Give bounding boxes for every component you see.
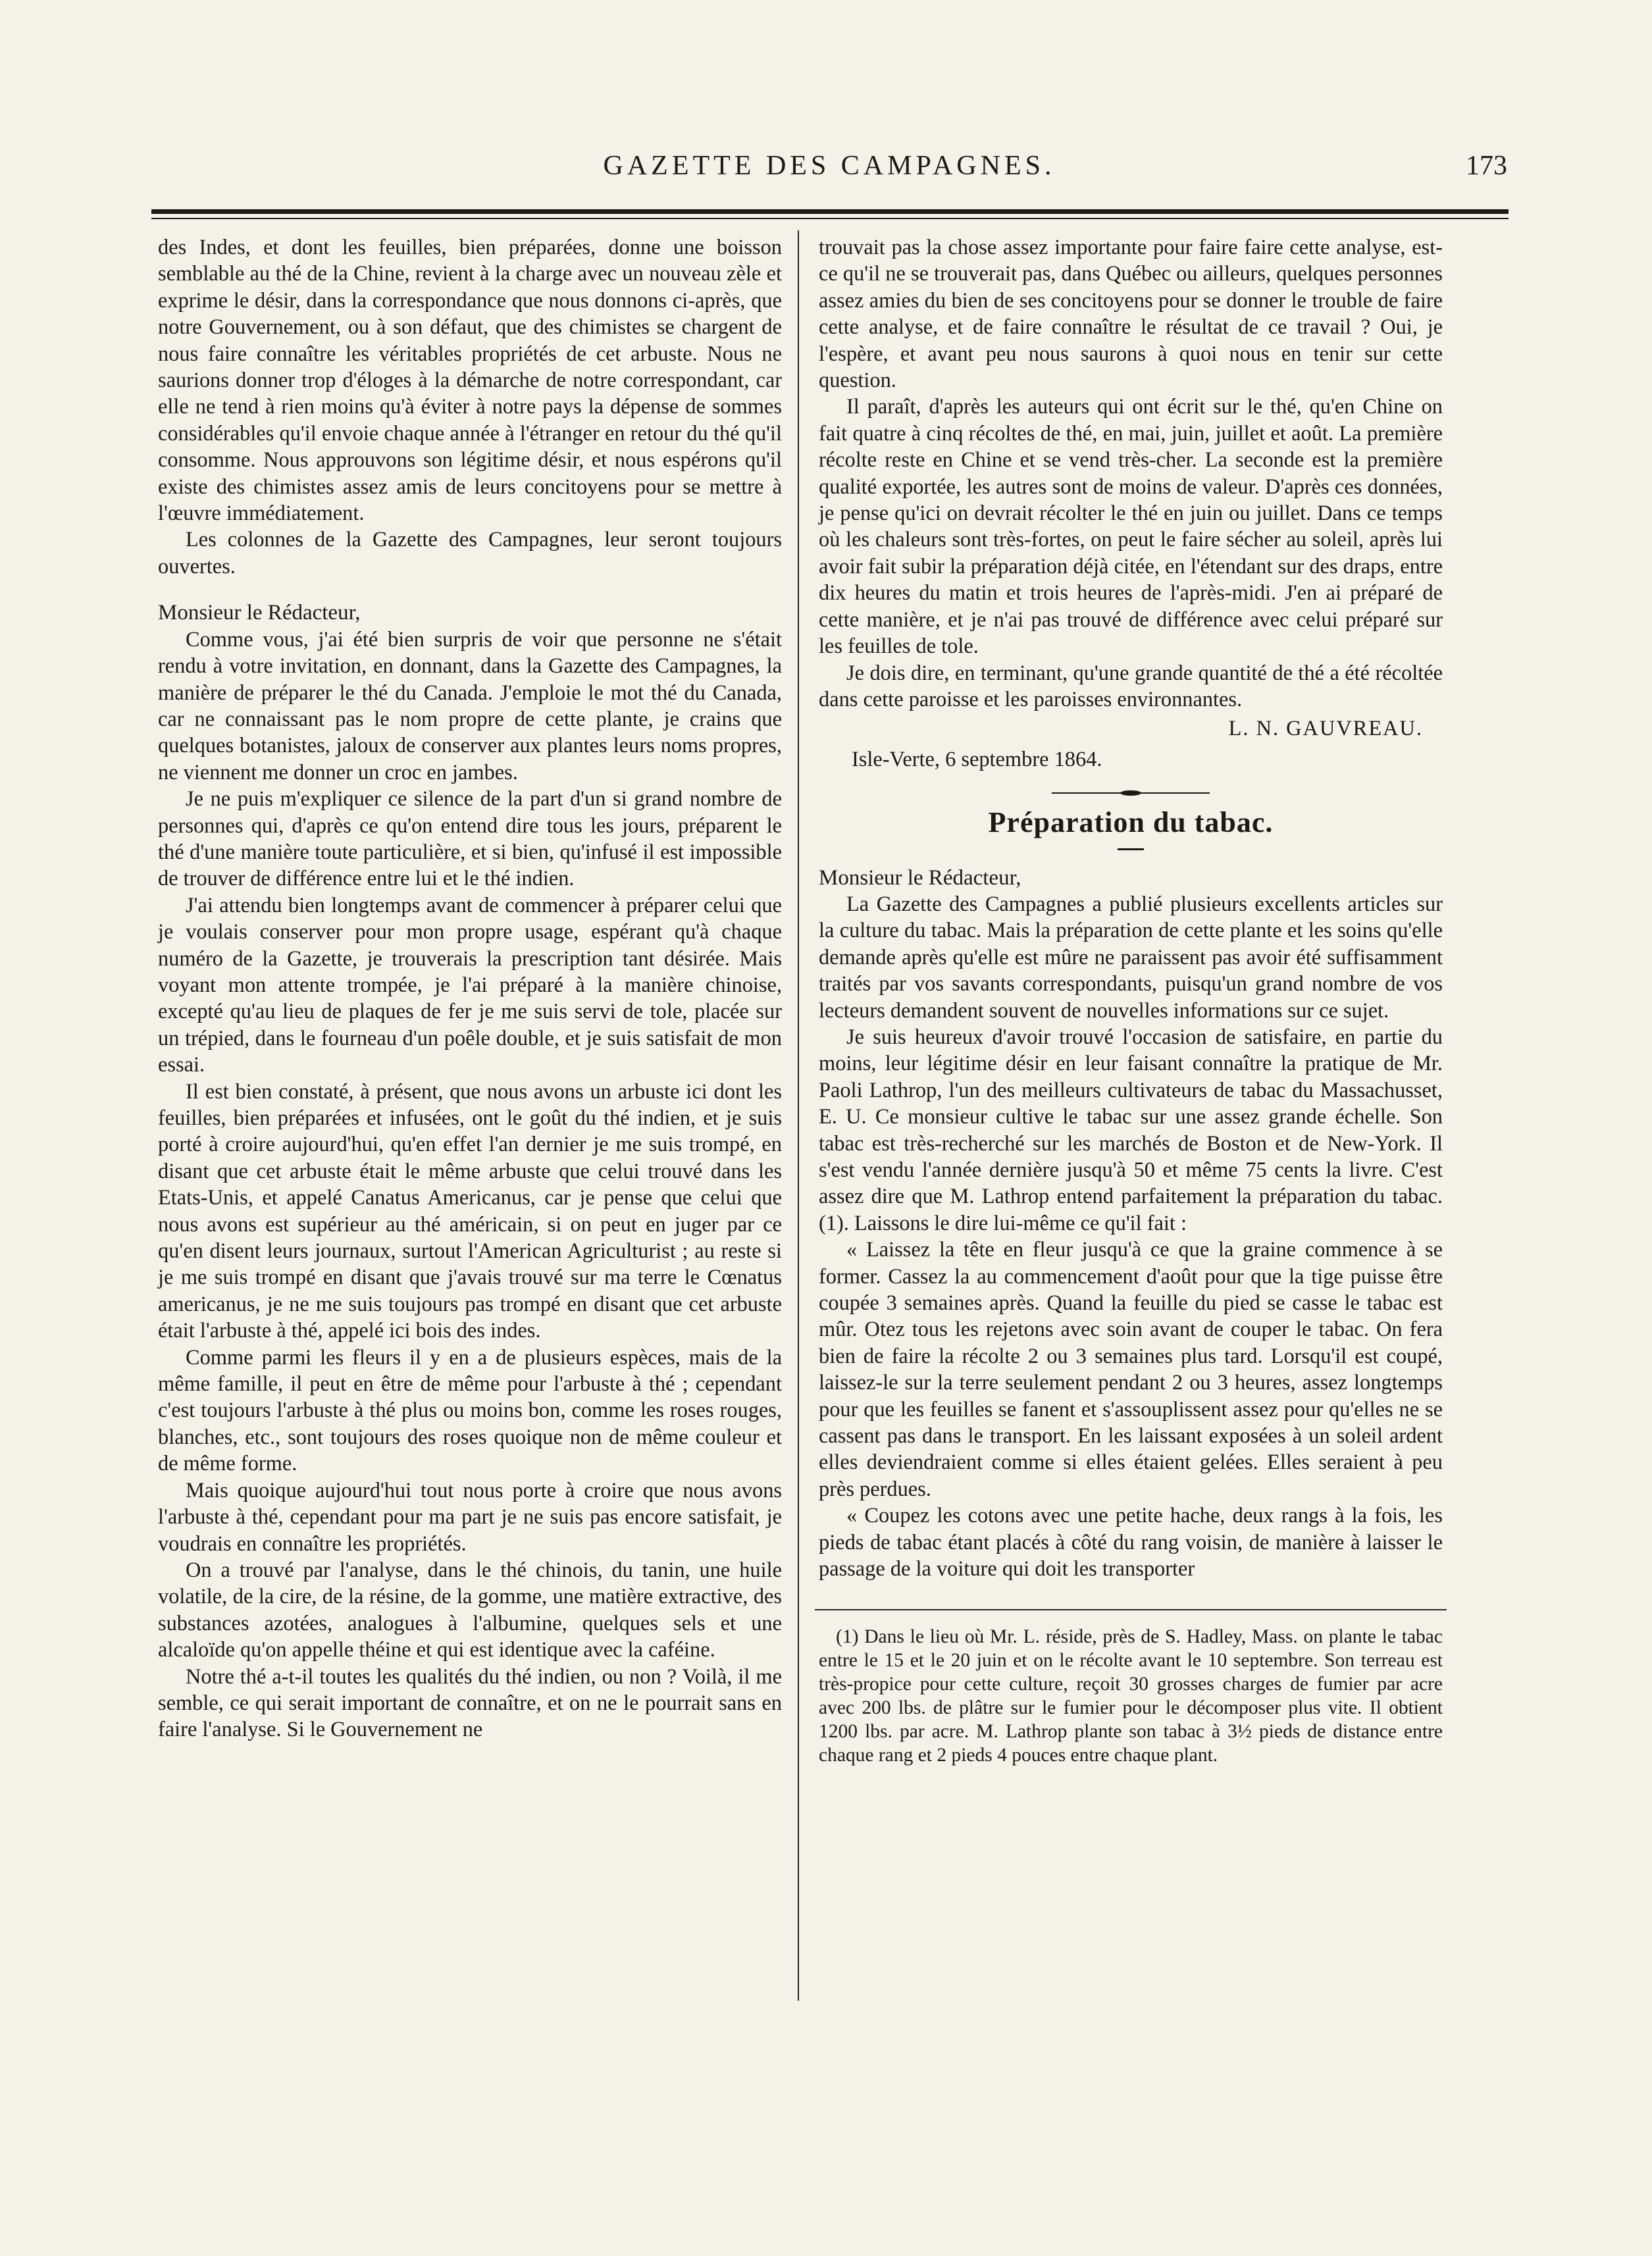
left-paragraph-7: Comme parmi les fleurs il y en a de plusieurs espèces, mais de la même famille, il peut en être de même pour l'arbuste à thé ; cependant c'est toujours l'arbuste à thé plus ou moins bon, comme les roses rouges, blanches, etc., sont toujours des roses quoique non de même couleur et de même forme. [158,1345,782,1476]
left-paragraph-10: Notre thé a-t-il toutes les qualités du thé indien, ou non ? Voilà, il me semble, ce qui serait important de connaître, et on ne le pourrait sans en faire l'analyse. Si le Gouvernement ne [158,1664,782,1742]
left-paragraph-1: des Indes, et dont les feuilles, bien préparées, donne une boisson semblable au thé de la Chine, revient à la charge avec un nouveau zèle et exprime le désir, dans la correspondance que nous donnons ci-après, que notre Gouvernement, ou à son défaut, que des chimistes se chargent de nous faire connaître les véritables propriétés de cet arbuste. Nous ne saurions donner trop d'éloges à la démarche de notre correspondant, car elle ne tend à rien moins qu'à éviter à notre pays la dépense de sommes considérables qu'il envoie chaque année à l'étranger en retour du thé qu'il consomme. Nous approuvons son légitime désir, et nous espérons qu'il existe des chimistes assez amis de leurs concitoyens pour se mettre à l'œuvre immédiatement. [158,236,782,526]
right-paragraph-6: « Laissez la tête en fleur jusqu'à ce que la graine commence à se former. Cassez la au commencement d'août pour que la tige puisse être coupée 3 semaines après. Quand la feuille du pied se casse le tabac est mûr. Otez tous les rejetons avec soin avant de couper le tabac. On fera bien de faire la récolte 2 ou 3 semaines plus tard. Lorsqu'il est coupé, laissez-le sur la terre seulement pendant 2 ou 3 heures, assez longtemps pour que les feuilles se fanent et s'assouplissent assez pour qu'elles ne se cassent pas dans le transport. En les laissant exposées à un soleil ardent elles deviendraient comme si elles étaient gelées. Elles seraient à peu près perdues. [819,1238,1443,1501]
section-ornament-icon [1052,790,1210,796]
left-paragraph-6: Il est bien constaté, à présent, que nous avons un arbuste ici dont les feuilles, bien préparées et infusées, ont le goût du thé indien, et je suis porté à croire aujourd'hui, qu'en effet l'an dernier je me suis trompé, en disant que cet arbuste était le même arbuste que celui trouvé dans les Etats-Unis, et appelé Canatus Americanus, car je pense que celui que nous avons est supérieur au thé américain, si on peut en juger par ce qu'en disent leurs journaux, surtout l'American Agriculturist ; au reste si je me suis trompé en disant que j'avais trouvé sur ma terre le Cœnatus americanus, je ne me suis toujours pas trompé en disant que cet arbuste était l'arbuste à thé, appelé ici bois des indes. [158,1079,782,1343]
left-paragraph-4: Je ne puis m'expliquer ce silence de la part d'un si grand nombre de personnes qui, d'après ce qu'on entend dire tous les jours, préparent le thé d'une manière toute particulière, et si bien, qu'infusé il est impossible de trouver de différence entre lui et le thé indien. [158,787,782,891]
left-paragraph-9: On a trouvé par l'analyse, dans le thé chinois, du tanin, une huile volatile, de la cire, de la résine, de la gomme, une matière extractive, des substances azotées, analogues à l'albumine, quelques sels et une alcaloïde qu'on appelle théine et qui est identique avec la caféine. [158,1558,782,1662]
footnote-text: (1) Dans le lieu où Mr. L. réside, près de S. Hadley, Mass. on plante le tabac entre le 15 et le 20 juin et on le récolte avant le 10 septembre. Son terreau est très-propice pour cette culture, reçoit 30 grosses charges de fumier par acre avec 200 lbs. de plâtre sur le fumier pour le décomposer plus vite. Il obtient 1200 lbs. par acre. M. Lathrop plante son tabac à 3½ pieds de distance entre chaque rang et 2 pieds 4 pouces entre chaque plant. [819,1626,1443,1766]
right-column [819,234,1443,1767]
page-header [151,150,1507,196]
author-signature: L. N. GAUVREAU. [1228,717,1423,741]
header-rule-thin [151,218,1509,219]
footnote [819,1625,1443,1767]
page-number: 173 [1466,151,1507,181]
section-title: Préparation du tabac. [988,806,1274,839]
left-column [158,234,782,1743]
left-salutation: Monsieur le Rédacteur, [158,601,361,625]
left-paragraph-8: Mais quoique aujourd'hui tout nous porte à croire que nous avons l'arbuste à thé, cependant pour ma part je ne suis pas encore satisfait, je voudrais en connaître les propriétés. [158,1478,782,1556]
footnote-rule [815,1609,1447,1610]
column-divider [798,230,799,2001]
right-paragraph-3: Je dois dire, en terminant, qu'une grande quantité de thé a été récoltée dans cette paroisse et les paroisses environnantes. [819,661,1443,711]
left-paragraph-3: Comme vous, j'ai été bien surpris de voir que personne ne s'était rendu à votre invitation, en donnant, dans la Gazette des Campagnes, la manière de préparer le thé du Canada. J'emploie le mot thé du Canada, car ne connaissant pas le nom propre de cette plante, je crains que quelques botanistes, jaloux de conserver aux plantes leurs noms propres, ne viennent me donner un croc en jambes. [158,627,782,784]
right-paragraph-4: La Gazette des Campagnes a publié plusieurs excellents articles sur la culture du tabac. Mais la préparation de cette plante et les soins qu'elle demande après qu'elle est mûre ne paraissent pas avoir été suffisamment traités par vos savants correspondants, puisqu'un grand nombre de vos lecteurs demandent souvent de nouvelles informations sur ce sujet. [819,892,1443,1023]
right-paragraph-1: trouvait pas la chose assez importante pour faire faire cette analyse, est-ce qu'il ne se trouverait pas, dans Québec ou ailleurs, quelques personnes assez amies du bien de ses concitoyens pour se donner le trouble de faire cette analyse, et de faire connaître le résultat de ce travail ? Oui, je l'espère, et avant peu nous saurons à quoi nous en tenir sur cette question. [819,236,1443,393]
left-paragraph-2: Les colonnes de la Gazette des Campagnes, leur seront toujours ouvertes. [158,528,782,578]
place-date: Isle-Verte, 6 septembre 1864. [852,747,1102,771]
section-title-rule [1118,848,1144,850]
running-title: GAZETTE DES CAMPAGNES. [603,151,1056,181]
right-paragraph-5: Je suis heureux d'avoir trouvé l'occasion de satisfaire, en partie du moins, leur légitime désir en leur faisant connaître la pratique de Mr. Paoli Lathrop, l'un des meilleurs cultivateurs de tabac du Massachusset, E. U. Ce monsieur cultive le tabac sur une assez grande échelle. Son tabac est très-recherché sur les marchés de Boston et de New-York. Il s'est vendu l'année dernière jusqu'à 50 et même 75 cents la livre. C'est assez dire que M. Lathrop entend parfaitement la préparation du tabac. (1). Laissons le dire lui-même ce qu'il fait : [819,1025,1443,1235]
left-paragraph-5: J'ai attendu bien longtemps avant de commencer à préparer celui que je voulais conserver pour mon propre usage, espérant qu'à chaque numéro de la Gazette, je trouverais la prescription tant désirée. Mais voyant mon attente trompée, je l'ai préparé à la manière chinoise, excepté qu'au lieu de plaques de fer je me suis servi de tole, placée sur un trépied, dans le fourneau d'un poêle double, et je suis satisfait de mon essai. [158,893,782,1077]
right-paragraph-7: « Coupez les cotons avec une petite hache, deux rangs à la fois, les pieds de tabac étant placés à côté du rang voisin, de manière à laisser le passage de la voiture qui doit les transporter [819,1504,1443,1581]
right-salutation: Monsieur le Rédacteur, [819,865,1021,890]
right-paragraph-2: Il paraît, d'après les auteurs qui ont écrit sur le thé, qu'en Chine on fait quatre à cinq récoltes de thé, en mai, juin, juillet et août. La première récolte reste en Chine et se vend très-cher. La seconde est la première qualité exportée, les autres sont de moins de valeur. D'après ces données, je pense qu'ici on devrait récolter le thé en juin ou juillet. Dans ce temps où les chaleurs sont très-fortes, on peut le faire sécher au soleil, après lui avoir fait subir la préparation déjà citée, en l'étendant sur des draps, entre dix heures du matin et trois heures de l'après-midi. J'en ai préparé de cette manière, et je n'ai pas trouvé de différence avec celui préparé sur les feuilles de tole. [819,395,1443,659]
header-rule-thick [151,209,1509,214]
